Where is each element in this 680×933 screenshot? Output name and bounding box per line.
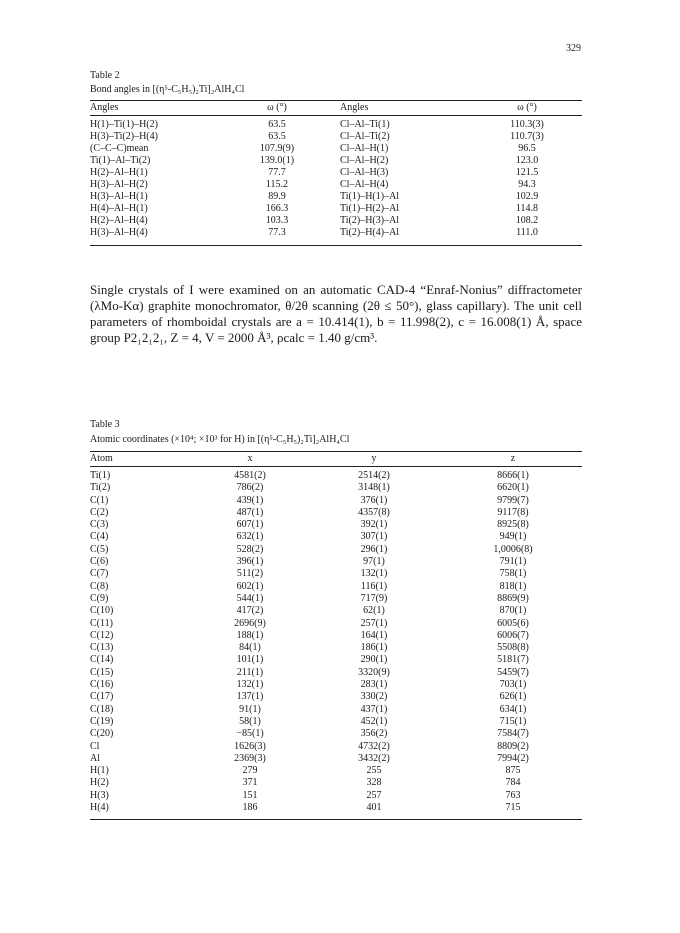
- table-cell: 114.8: [515, 203, 539, 214]
- table-cell: H(3): [90, 789, 109, 801]
- table-row: [90, 765, 582, 777]
- table-row: [90, 753, 582, 765]
- table-cell: C(6): [90, 556, 109, 568]
- table-row: [90, 642, 582, 654]
- table-cell: 132(1): [360, 568, 388, 580]
- table-cell: 3432(2): [358, 752, 390, 764]
- table-cell: Cl–Al–H(4): [340, 179, 389, 190]
- page-number: 329: [566, 43, 581, 54]
- table-3-header: y: [371, 453, 377, 464]
- table-cell: Ti(1)–Al–Ti(2): [90, 155, 151, 166]
- table-cell: (C–C–C)mean: [90, 143, 149, 154]
- table-cell: C(3): [90, 519, 109, 531]
- table-cell: 9799(7): [497, 494, 529, 506]
- table-cell: C(11): [90, 617, 113, 629]
- table-cell: 3148(1): [358, 482, 390, 494]
- table-cell: Ti(2): [90, 482, 111, 494]
- table-cell: 371: [242, 777, 258, 789]
- table-cell: 101(1): [236, 654, 264, 666]
- table-cell: 949(1): [499, 531, 527, 543]
- table-cell: 818(1): [499, 580, 527, 592]
- table-cell: 715(1): [499, 715, 527, 727]
- table-cell: 6620(1): [497, 482, 529, 494]
- table-row: [90, 519, 582, 531]
- table-row: [90, 143, 582, 155]
- table-cell: 870(1): [499, 605, 527, 617]
- table-cell: 4732(2): [358, 740, 390, 752]
- table-cell: 5459(7): [497, 666, 529, 678]
- table-cell: 115.2: [265, 179, 289, 190]
- table-3-header: x: [247, 453, 253, 464]
- table-cell: 715: [505, 802, 521, 814]
- table-row: [90, 531, 582, 543]
- table-cell: 257: [366, 789, 382, 801]
- table-cell: 602(1): [236, 580, 264, 592]
- table-2-caption: Bond angles in [(η⁵-C₅H₅)₂Ti]₂AlH₄Cl: [90, 84, 245, 95]
- table-row: [90, 167, 582, 179]
- table-cell: 9117(8): [497, 506, 529, 518]
- table-cell: 211(1): [236, 666, 264, 678]
- table-cell: Cl–Al–Ti(2): [340, 131, 390, 142]
- table-cell: 188(1): [236, 629, 264, 641]
- table-row: [90, 802, 582, 820]
- table-cell: C(9): [90, 592, 109, 604]
- table-row: [90, 704, 582, 716]
- table-cell: C(4): [90, 531, 109, 543]
- table-cell: −85(1): [236, 728, 264, 740]
- table-cell: C(14): [90, 654, 114, 666]
- table-cell: Cl–Al–H(3): [340, 167, 389, 178]
- table-cell: 8869(9): [497, 592, 529, 604]
- table-cell: 307(1): [360, 531, 388, 543]
- table-cell: 487(1): [236, 506, 264, 518]
- table-row: [90, 215, 582, 227]
- table-cell: 77.7: [268, 167, 286, 178]
- table-cell: 279: [242, 765, 258, 777]
- table-cell: 108.2: [515, 215, 539, 226]
- table-cell: C(12): [90, 629, 114, 641]
- table-cell: 132(1): [236, 679, 264, 691]
- table-cell: 8809(2): [497, 740, 529, 752]
- table-cell: C(18): [90, 703, 114, 715]
- table-row: [90, 716, 582, 728]
- table-cell: 392(1): [360, 519, 388, 531]
- table-cell: 786(2): [236, 482, 264, 494]
- table-cell: 875: [505, 765, 521, 777]
- table-cell: 103.3: [265, 215, 289, 226]
- table-cell: 511(2): [236, 568, 264, 580]
- table-2-header: Angles: [90, 102, 119, 113]
- table-3-header: z: [510, 453, 516, 464]
- table-cell: 5181(7): [497, 654, 529, 666]
- table-cell: C(19): [90, 715, 114, 727]
- table-cell: Cl–Al–H(1): [340, 143, 389, 154]
- table-2-header: ω (°): [517, 102, 537, 113]
- table-cell: Ti(1): [90, 470, 111, 481]
- table-cell: 758(1): [499, 568, 527, 580]
- table-cell: 4581(2): [234, 470, 266, 481]
- table-row: [90, 507, 582, 519]
- table-cell: 703(1): [499, 679, 527, 691]
- table-3-header: Atom: [90, 453, 113, 464]
- table-cell: Ti(1)–H(1)–Al: [340, 191, 400, 202]
- table-row: [90, 777, 582, 789]
- table-row: [90, 790, 582, 802]
- table-row: [90, 593, 582, 605]
- table-3: [90, 451, 582, 820]
- table-cell: 7584(7): [497, 728, 529, 740]
- table-cell: 2696(9): [234, 617, 266, 629]
- table-cell: 84(1): [239, 642, 261, 654]
- table-cell: 784: [505, 777, 521, 789]
- table-row: [90, 654, 582, 666]
- table-row: [90, 679, 582, 691]
- table-cell: 63.5: [268, 119, 286, 130]
- table-cell: Al: [90, 752, 100, 764]
- table-cell: 91(1): [239, 703, 261, 715]
- table-3-body: [90, 467, 582, 820]
- table-cell: C(1): [90, 494, 109, 506]
- table-cell: 255: [366, 765, 382, 777]
- table-cell: 376(1): [360, 494, 388, 506]
- table-3-title: Table 3: [90, 419, 120, 430]
- table-row: [90, 691, 582, 703]
- table-cell: 439(1): [236, 494, 264, 506]
- table-cell: 5508(8): [497, 642, 529, 654]
- table-cell: 116(1): [360, 580, 388, 592]
- table-2-header: Angles: [340, 102, 369, 113]
- table-3-header-row: [90, 452, 582, 467]
- table-cell: 6006(7): [497, 629, 529, 641]
- table-cell: C(7): [90, 568, 109, 580]
- table-row: [90, 155, 582, 167]
- table-cell: 4357(8): [358, 506, 390, 518]
- table-row: [90, 482, 582, 494]
- table-cell: 356(2): [360, 728, 388, 740]
- table-cell: 634(1): [499, 703, 527, 715]
- table-row: [90, 467, 582, 483]
- table-cell: C(13): [90, 642, 114, 654]
- table-cell: H(3)–Ti(2)–H(4): [90, 131, 158, 142]
- table-cell: 137(1): [236, 691, 264, 703]
- table-cell: H(2): [90, 777, 109, 789]
- table-row: [90, 605, 582, 617]
- table-cell: 791(1): [499, 556, 527, 568]
- table-row: [90, 203, 582, 215]
- table-cell: Ti(1)–H(2)–Al: [340, 203, 400, 214]
- table-2-header-row: [90, 101, 582, 116]
- table-cell: 626(1): [499, 691, 527, 703]
- table-cell: 62(1): [363, 605, 385, 617]
- table-cell: 96.5: [518, 143, 536, 154]
- table-cell: H(4): [90, 802, 109, 814]
- table-cell: Ti(2)–H(3)–Al: [340, 215, 400, 226]
- table-cell: 139.0(1): [259, 155, 295, 166]
- table-2-title: Table 2: [90, 70, 120, 81]
- table-cell: 110.3(3): [510, 119, 544, 130]
- table-cell: 102.9: [515, 191, 539, 202]
- table-cell: C(17): [90, 691, 114, 703]
- table-cell: C(16): [90, 679, 114, 691]
- table-cell: 89.9: [268, 191, 286, 202]
- table-row: [90, 495, 582, 507]
- table-cell: 110.7(3): [510, 131, 544, 142]
- table-cell: 8925(8): [497, 519, 529, 531]
- table-row: [90, 131, 582, 143]
- table-2-header: ω (°): [267, 102, 287, 113]
- table-cell: 1,0006(8): [493, 543, 533, 555]
- table-cell: 717(9): [360, 592, 388, 604]
- table-cell: C(20): [90, 728, 114, 740]
- table-cell: 97(1): [363, 556, 385, 568]
- table-cell: H(3)–Al–H(4): [90, 227, 148, 238]
- table-cell: H(3)–Al–H(1): [90, 191, 148, 202]
- table-cell: 296(1): [360, 543, 388, 555]
- table-cell: 7994(2): [497, 752, 529, 764]
- table-cell: 107.9(9): [259, 143, 295, 154]
- table-cell: Cl–Al–Ti(1): [340, 119, 390, 130]
- table-cell: H(2)–Al–H(4): [90, 215, 148, 226]
- table-3-caption: Atomic coordinates (×10⁴; ×10³ for H) in [(η⁵-C₅H₅)₂Ti]₂AlH₄Cl: [90, 434, 350, 445]
- table-cell: H(4)–Al–H(1): [90, 203, 148, 214]
- table-cell: 763: [505, 789, 521, 801]
- table-row: [90, 179, 582, 191]
- table-cell: 121.5: [515, 167, 539, 178]
- table-cell: 2514(2): [358, 470, 390, 481]
- table-row: [90, 568, 582, 580]
- table-cell: 111.0: [516, 227, 538, 238]
- table-cell: 77.3: [268, 227, 286, 238]
- table-cell: H(1): [90, 765, 109, 777]
- table-row: [90, 544, 582, 556]
- table-cell: H(1)–Ti(1)–H(2): [90, 119, 158, 130]
- table-cell: 607(1): [236, 519, 264, 531]
- table-cell: 528(2): [236, 543, 264, 555]
- table-cell: Cl: [90, 740, 100, 752]
- table-cell: 186: [242, 802, 258, 814]
- table-cell: H(2)–Al–H(1): [90, 167, 148, 178]
- table-cell: C(2): [90, 506, 109, 518]
- table-cell: 401: [366, 802, 382, 814]
- table-cell: 452(1): [360, 715, 388, 727]
- table-cell: Ti(2)–H(4)–Al: [340, 227, 400, 238]
- table-row: [90, 667, 582, 679]
- table-cell: C(5): [90, 543, 109, 555]
- table-cell: H(3)–Al–H(2): [90, 179, 148, 190]
- table-cell: 1626(3): [234, 740, 266, 752]
- table-cell: 94.3: [518, 179, 536, 190]
- table-2-body: [90, 116, 582, 246]
- table-cell: 8666(1): [497, 470, 529, 481]
- table-cell: 2369(3): [234, 752, 266, 764]
- table-cell: 544(1): [236, 592, 264, 604]
- table-row: [90, 618, 582, 630]
- table-row: [90, 630, 582, 642]
- table-cell: 283(1): [360, 679, 388, 691]
- table-cell: 257(1): [360, 617, 388, 629]
- table-cell: 396(1): [236, 556, 264, 568]
- table-cell: 3320(9): [358, 666, 390, 678]
- table-cell: 437(1): [360, 703, 388, 715]
- table-cell: 58(1): [239, 715, 261, 727]
- table-cell: 6005(6): [497, 617, 529, 629]
- table-cell: C(8): [90, 580, 109, 592]
- table-cell: 417(2): [236, 605, 264, 617]
- table-cell: 290(1): [360, 654, 388, 666]
- table-row: [90, 116, 582, 132]
- table-row: [90, 741, 582, 753]
- table-row: [90, 728, 582, 740]
- table-cell: 328: [366, 777, 382, 789]
- table-row: [90, 227, 582, 246]
- table-cell: 186(1): [360, 642, 388, 654]
- table-row: [90, 581, 582, 593]
- table-row: [90, 556, 582, 568]
- table-2: [90, 100, 582, 246]
- table-cell: Cl–Al–H(2): [340, 155, 389, 166]
- table-cell: C(10): [90, 605, 114, 617]
- table-cell: C(15): [90, 666, 114, 678]
- table-cell: 330(2): [360, 691, 388, 703]
- table-cell: 632(1): [236, 531, 264, 543]
- table-cell: 164(1): [360, 629, 388, 641]
- body-paragraph: Single crystals of I were examined on an automatic CAD-4 “Enraf-Nonius” diffractometer (λMo-Kα) graphite monochromator, θ/2θ scanning (2θ ≤ 50°), glass capillary). The unit cell parameters of rhomboidal crystals are a = 10.414(1), b = 11.998(2), c = 16.008(1) Å, space group P2₁2₁2₁, Z = 4, V = 2000 Å³, ρcalc = 1.40 g/cm³.: [90, 282, 582, 345]
- table-cell: 166.3: [265, 203, 289, 214]
- table-row: [90, 191, 582, 203]
- table-cell: 63.5: [268, 131, 286, 142]
- table-cell: 151: [242, 789, 258, 801]
- table-cell: 123.0: [515, 155, 539, 166]
